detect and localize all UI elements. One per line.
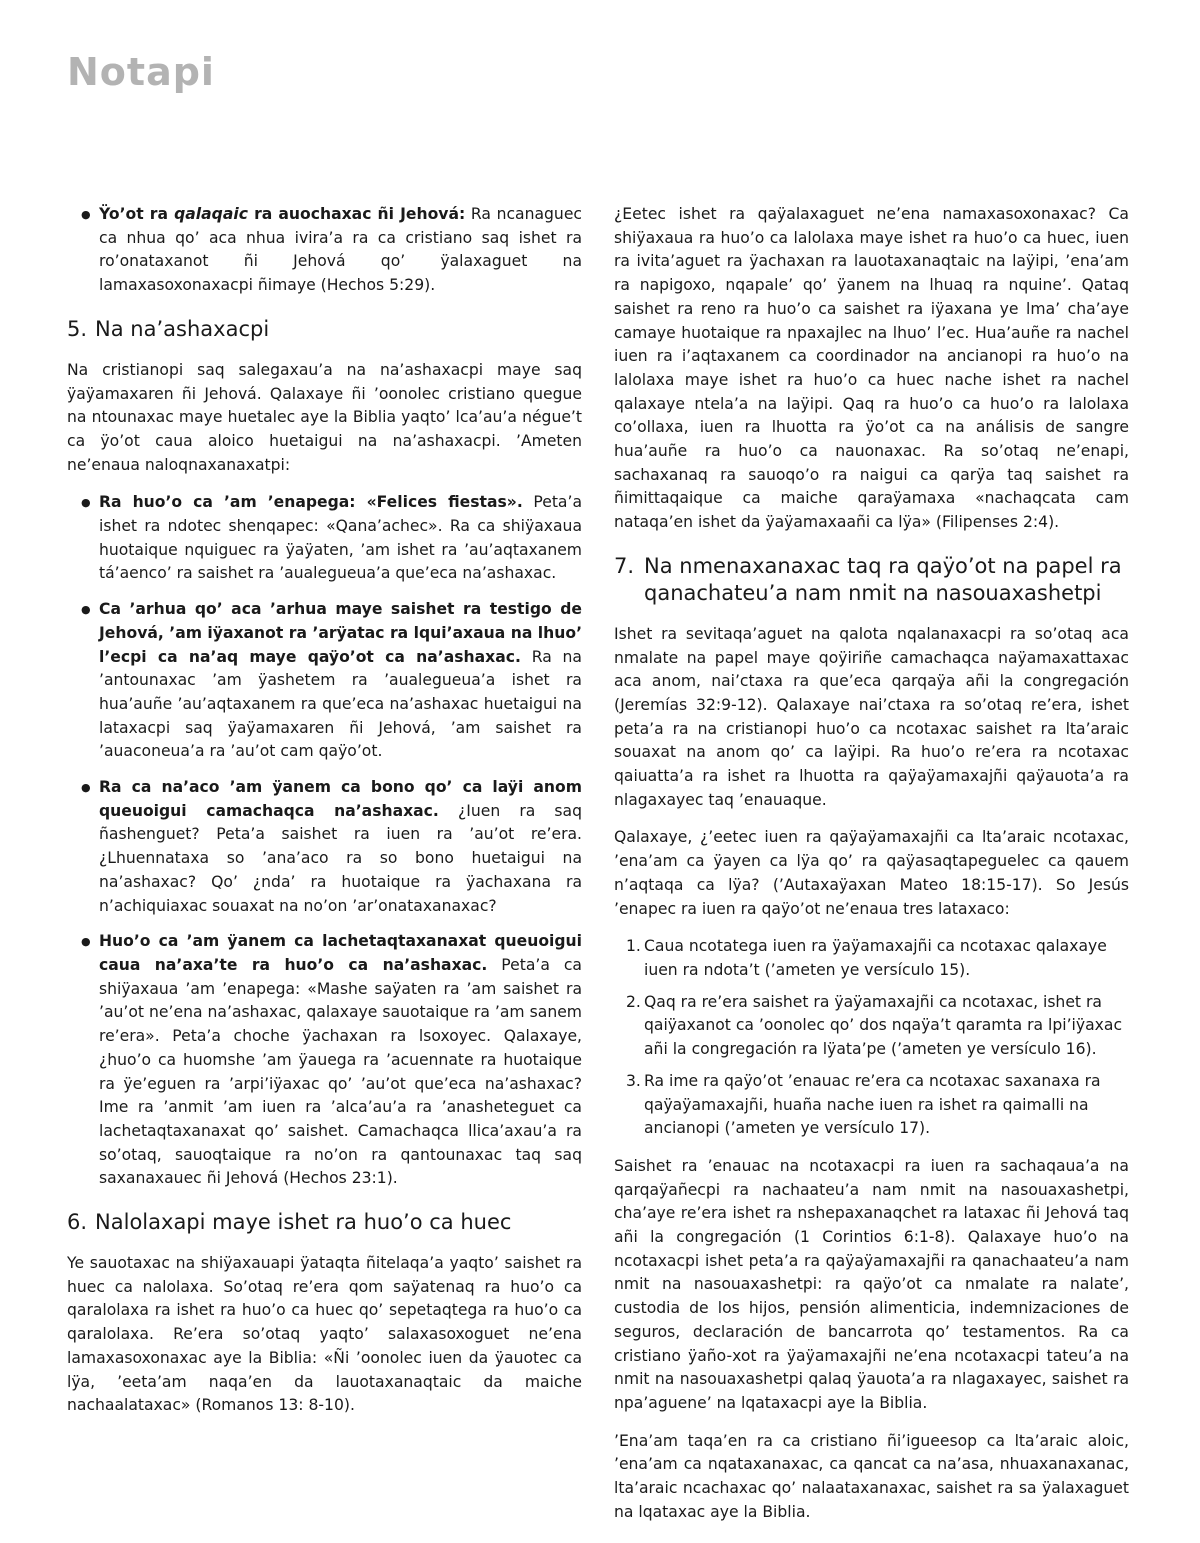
bullet-body: Peta’a ca shiÿaxaua ’am ’enapega: «Mashe saÿaten ra ’am saishet ra ’au’ot ne’ena na’ashaxac, qalaxaye sauotaique ra ’am sanem re’era». Peta’a choche ÿachaxan ra lsoxoyec. Qalaxaye, ¿huo’o ca huomshe ’am ÿauega ra ’acuennate ra huotaique ra ÿe’eguen ra ’arpi’iÿaxac qo’ ’au’ot que’eca na’ashaxac? Ime ra ’anmit ’am iuen ra ’alca’au’a ra ’anasheteguet ca lachetaqtaxanaxat qo’ saishet. Camachaqca llica’axau’a ra so’otaq, sauoqtaique ra no’on ra qantounaxac taq saq saxanaxauec ñi Jehová (Hechos 23:1). [99,955,582,1188]
list-item: 2. Qaq ra re’era saishet ra ÿaÿamaxajñi ca ncotaxac, ishet ra qaiÿaxanot ca ’oonolec qo’ dos nqaÿa’t qaramta ra lpi’iÿaxac añi la congregación ra lÿata’pe (’ameten ye versículo 16). [626,992,1123,1059]
list-item [67,598,582,764]
section-heading-7: 7. Na nmenaxanaxac taq ra qaÿo’ot na papel ra qanachateu’a nam nmit na nasouaxashetpi [614,553,1122,605]
paragraph: ’Ena’am taqa’en ra ca cristiano ñi’igueesop ca lta’araic aloic, ’ena’am ca nqataxanaxac, ca qancat ca na’asa, nhuaxanaxanac, lta’araic ncachaxac qo’ nalaataxanaxac, saishet ra sa ÿalaxaguet na lqataxac aye la Biblia. [614,1431,1129,1521]
bullet-body: Peta’a ishet ra ndotec shenqapec: «Qana’achec». Ra ca shiÿaxaua huotaique nquiguec ra ÿaÿaten, ’am ishet ra ’au’aqtaxanem tá’aenco’ ra saishet ra ’aualegueua’a que’eca na’ashaxac. [99,493,582,583]
bullet-lead: Ca ’arhua qo’ aca ’arhua maye saishet ra testigo de Jehová, ’am iÿaxanot ra ’arÿatac ra lqui’axaua na lhuo’ l’ecpi ca na’aq maye qaÿo’ot ca na’ashaxac. [99,600,582,666]
bullet-list-holidays [67,491,582,1191]
list-item [67,930,582,1191]
paragraph: Ishet ra sevitaqa’aguet na qalota nqalanaxacpi ra so’otaq aca nmalate na papel maye qoÿiriñe camachaqca naÿamaxattaxac aca anom, nai’ctaxa ra que’eca qarqaÿa añi la congregación (Jeremías 32:9-12). Qalaxaye nai’ctaxa ra so’otaq re’era, ishet peta’a ra na cristianopi huo’o ca ncotaxac saishet ra lta’araic souaxat na anom qo’ ca laÿipi. Ra huo’o re’era ra ncotaxac qaiuatta’a ra ishet ra lhuotta ra qaÿaÿamaxajñi qaÿauota’a ra nlagaxayec taq ’enauaque. [614,624,1129,809]
bullet-lead: Ra ca na’aco ’am ÿanem ca bono qo’ ca laÿi anom queuoigui camachaqca na’ashaxac. [99,778,582,820]
bullet-body: Ra na ’antounaxac ’am ÿashetem ra ’aualegueua’a ishet ra hua’auñe ’au’aqtaxanem ra que’eca na’ashaxac huetaigui na lataxacpi saq ÿaÿamaxaren ñi Jehová, ’am saishet ra ’auaconeua’a ra ’au’ot cam qaÿo’ot. [99,647,582,761]
list-item [67,491,582,586]
page-title: Notapi [67,50,215,94]
bullet-body: ¿Iuen ra saq ñashenguet? Peta’a saishet ra iuen ra ’au’ot re’era. ¿Lhuennataxa so ’ana’aco ra so bono huetaigui na na’ashaxac? Qo’ ¿nda’ ra huotaique ra ÿachaxana ra n’achiquiaxac souaxat na no’on ’ar’onataxanaxac? [99,801,582,915]
numbered-list [614,935,1129,1141]
paragraph: Ye sauotaxac na shiÿaxauapi ÿataqta ñitelaqa’a yaqto’ saishet ra huec ca nalolaxa. So’otaq re’era qom saÿatenaq ra huo’o ca qaralolaxa ra ishet ra huo’o ca huec qo’ sepetaqtega ra huo’o ca qaralolaxa. Re’era so’otaq yaqto’ salaxasoxoguet ne’ena lamaxasoxonaxac aye la Biblia: «Ñi ’oonolec iuen da ÿauotec ca lÿa, ’eeta’am naqa’en da lauotaxanaqtaic da maiche nachaalataxac» (Romanos 13: 8-10). [67,1254,582,1415]
section-heading-6: 6. Nalolaxapi maye ishet ra huo’o ca huec [67,1210,512,1235]
paragraph: Qalaxaye, ¿’eetec iuen ra qaÿaÿamaxajñi ca lta’araic ncotaxac, ’ena’am ca ÿayen ca lÿa qo’ ra qaÿasaqtapeguelec ca qauem n’aqtaqa ca lÿa? (’Autaxaÿaxan Mateo 18:15-17). So Jesús ’enapec ra iuen ra qaÿo’ot ne’enaua tres lataxaco: [614,828,1129,918]
section-heading-5: 5. Na na’ashaxacpi [67,316,270,341]
list-item [67,203,582,298]
bullet-lead: Ÿo’ot ra qalaqaic ra auochaxac ñi Jehová: [99,205,466,223]
list-item: 1. Caua ncotatega iuen ra ÿaÿamaxajñi ca ncotaxac qalaxaye iuen ra ndota’t (’ameten ye versículo 15). [626,937,1107,979]
list-item: 3. Ra ime ra qaÿo’ot ’enauac re’era ca ncotaxac saxanaxa ra qaÿaÿamaxajñi, huaña nache iuen ra ishet ra qaimalli na ancianopi (’ameten ye versículo 17). [626,1071,1101,1138]
paragraph: Saishet ra ’enauac na ncotaxacpi ra iuen ra sachaqaua’a na qarqaÿañecpi ra nachaateu’a nam nmit na nasouaxashetpi, cha’aye re’era ishet ra nshepaxanaqchet ra lataxac ñi Jehová taq añi la congregación (1 Corintios 6:1-8). Qalaxaye huo’o na ncotaxacpi ishet peta’a ra qaÿaÿamaxajñi ra qanachaateu’a nam nmit na nasouaxashetpi: ra qaÿo’ot ca nmalate ra nalate’, custodia de los hijos, pensión alimenticia, indemnizaciones de seguros, declaración de bancarrota qo’ testamentos. Ra ca cristiano ÿaño-xot ra ÿaÿamaxajñi ne’ena ncotaxacpi tateu’a na nmit na nasouaxashetpi qalaq ÿauota’a ra nlagaxayec, saishet ra npa’aguene’ na lqataxacpi aye la Biblia. [614,1156,1129,1412]
bullet-lead: Ra huo’o ca ’am ’enapega: «Felices fiestas». [99,493,523,512]
paragraph: ¿Eetec ishet ra qaÿalaxaguet ne’ena namaxasoxonaxac? Ca shiÿaxaua ra huo’o ca lalolaxa maye ishet ra huo’o ca huec, iuen ra ivita’aguet ra ÿachaxan ra lauotaxanaqtaic na laÿipi, ’ena’am ra napigoxo, nqapale’ qo’ ÿanem na lhuaq ra nquine’. Qataq saishet ra reno ra huo’o ca saishet ra iÿaxana ye lma’ cha’aye camaye huotaique ra npaxajlec na lhuo’ l’ec. Hua’auñe ra nachel iuen ra i’aqtaxanem ca coordinador na ancianopi ra huo’o na lalolaxa maye ishet ra huo’o ca huec nache ishet ra nachel qalaxaye ntela’a na laÿipi. Qaq ra huo’o ca huo’o ra lalolaxa co’ollaxa, iuen ra lhuotta ra ÿo’ot ca na análisis de sangre hua’auñe ra huo’o ca nauonaxac. Ra so’otaq ne’enapi, sachaxanaq ra sauoqo’o ra naigui ca qarÿa taq saishet ra ñimittaqaique ca maiche qaraÿamaxa «nachaqcata cam nataqa’en ishet da ÿaÿamaxaañi ca lÿa» (Filipenses 2:4). [614,205,1129,532]
emphasis: qalaqaic [174,205,248,223]
bullet-body: Ra ncanaguec ca nhua qo’ aca nhua ivira’a ra ca cristiano saq ishet ra ro’onataxanot ñi Jehová qo’ ÿalaxaguet na lamaxasoxonaxacpi ñimaye (Hechos 5:29). [99,205,582,295]
right-column [614,203,1129,1538]
left-column [67,203,582,1432]
paragraph: Na cristianopi saq salegaxau’a na na’ashaxacpi maye saq ÿaÿamaxaren ñi Jehová. Qalaxaye ñi ’oonolec cristiano quegue na ntounaxac maye huetalec aye la Biblia yaqto’ lca’au’a négue’t ca ÿo’ot caua aloico huetaigui na na’ashaxacpi. ’Ameten ne’enaua naloqnaxanaxatpi: [67,360,582,474]
list-item [67,776,582,918]
bullet-lead: Huo’o ca ’am ÿanem ca lachetaqtaxanaxat queuoigui caua na’axa’te ra huo’o ca na’ashaxac. [99,932,582,974]
bullet-list-top [67,203,582,298]
